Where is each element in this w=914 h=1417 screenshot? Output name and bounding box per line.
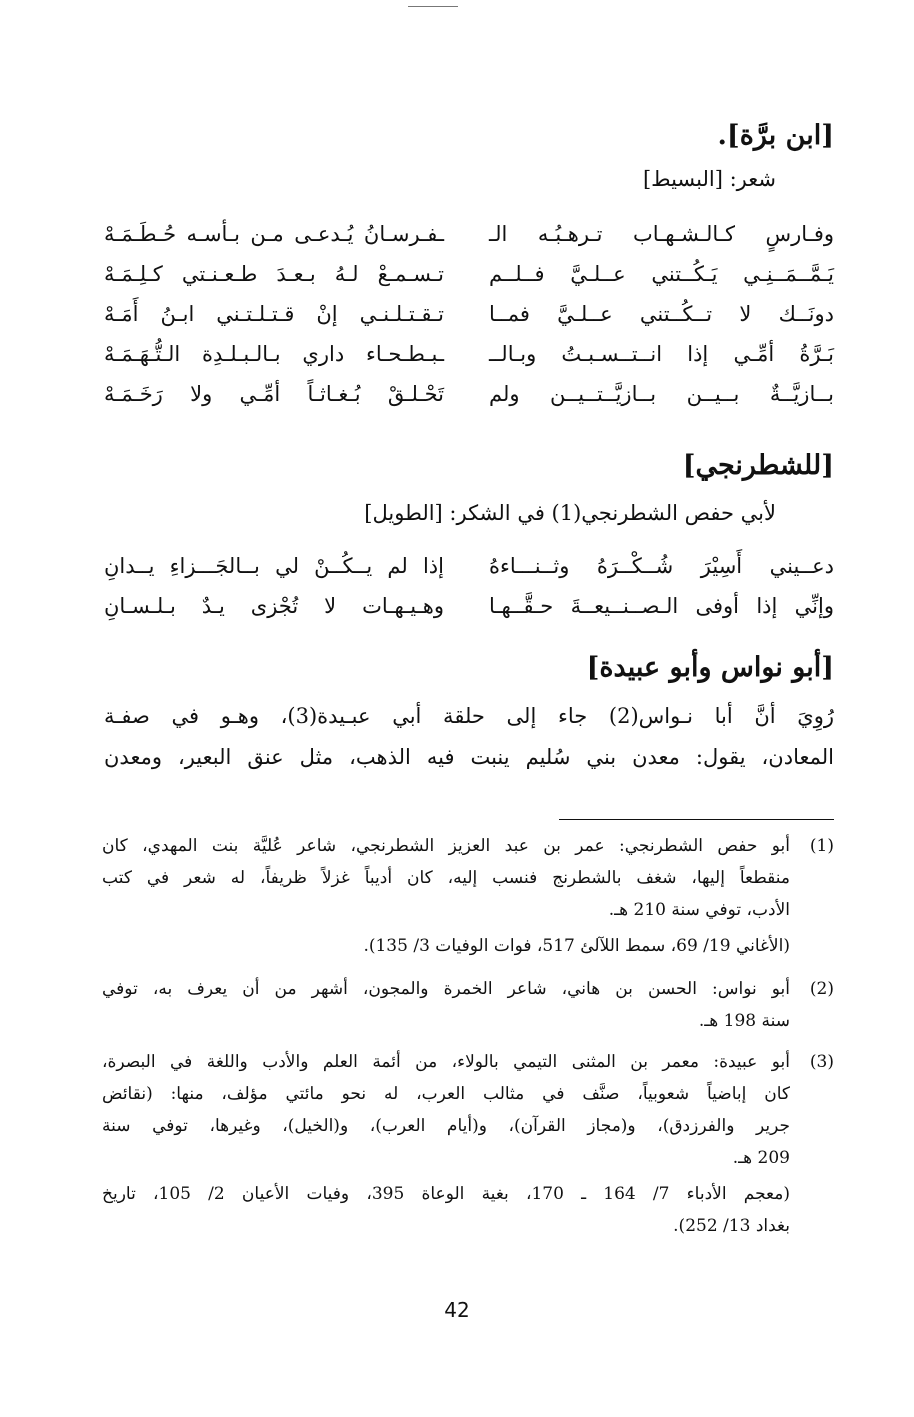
prose-line: المعادن، يقول: معدن بني سُليم ينبت فيه الذهب، مثل عنق البعير، ومعدن [104,745,834,769]
verse-hemistich-left: ـفـرسـانُ يُـدعـى مـن بـأسـه حُـطَـمَـهْ [104,222,444,246]
verse-hemistich-left: إذا لم يــكُــنْ لي بــالجَـــزاءِ يــدانِ [104,554,444,578]
footnote-text [102,973,790,1037]
poem-meter-label: شعر: [البسيط] [642,167,776,191]
footnote-line: جرير والفرزدق)، و(مجاز القرآن)، و(أيام العرب)، و(الخيل)، وغيرها، توفي سنة [102,1116,790,1136]
footnote-number: (1) [809,836,834,856]
prose-paragraph [104,696,834,778]
section-heading-ibn-barra: [ابن برَّة]. [717,120,834,151]
verse-hemistich-left: وهـيـهـات لا تُجْزى يـدٌ بـلـسـانِ [104,594,444,618]
verse-hemistich-right: وإنِّي إذا أوفى الـصــنــيعــةَ حـقَّــهـا [489,594,834,618]
footnote-line: سنة 198 هـ. [698,1011,790,1031]
footnote-3 [102,1046,834,1242]
footnote-line: الأدب، توفي سنة 210 هـ. [608,900,790,920]
verse-hemistich-right: دونَــك لا تــكُــتني عــلـيَّ فمــا [489,302,834,326]
poem-attribution: لأبي حفص الشطرنجي(1) في الشكر: [الطويل] [364,501,776,525]
footnote-source-line: (معجم الأدباء 7/ 164 ـ 170، بغية الوعاة 395، وفيات الأعيان 2/ 105، تاريخ [102,1184,790,1204]
footnote-source [102,1178,790,1242]
verse-hemistich-right: بَـرَّةُ أمِّـي إذا انــتــسـبـتُ وبـالــ [489,342,834,366]
page-number: 42 [444,1298,470,1322]
footnote-text [102,830,790,926]
footnote-2 [102,973,834,1037]
verse-hemistich-right: يَـمَّــمَــنِـي يَـكُــتني عــلـيَّ فــلــم [489,262,834,286]
footnote-line: أبو عبيدة: معمر بن المثنى التيمي بالولاء، من أئمة العلم والأدب واللغة في البصرة، [102,1052,790,1072]
footnote-line: كان إباضياً شعوبياً، صنَّف في مثالب العرب، له نحو مائتي مؤلف، منها: (نقائض [102,1084,790,1104]
footnote-text [102,1046,790,1174]
footnote-source [102,930,790,962]
footnote-line: أبو نواس: الحسن بن هاني، شاعر الخمرة والمجون، أشهر من أن يعرف به، توفي [102,979,790,999]
footnote-number: (3) [809,1052,834,1072]
verse-hemistich-left: تَحْـلـقْ بُـغـاثـاً أمِّـي ولا رَخَـمَـهْ [104,382,444,406]
footnote-line: 209 هـ. [732,1148,790,1168]
footnote-number: (2) [809,979,834,999]
footnote-line: أبو حفص الشطرنجي: عمر بن عبد العزيز الشطرنجي، شاعر عُليَّة بنت المهدي، كان [102,836,790,856]
section-heading-shatranji: [للشطرنجي] [682,450,834,481]
prose-line: رُوِيَ أنَّ أبا نـواس(2) جاء إلى حلقة أبي عبـيدة(3)، وهـو في صفـة [104,704,834,728]
footnote-line: منقطعاً إليها، شغف بالشطرنج فنسب إليه، كان أديباً غزلاً ظريفاً، له شعر في كتب [102,868,790,888]
section-heading-abu-nuwas: [أبو نواس وأبو عبيدة] [586,652,834,683]
verse-hemistich-left: ـبـطـحـاء داري بـالـبـلـدِة الـتُّـهَـمَـهْ [104,342,444,366]
footnote-source-line: بغداد 13/ 252). [673,1216,790,1236]
footnote-separator [559,819,834,820]
verse-hemistich-left: تـقـتـلـنـي إنْ قـتـلـتـني ابـنُ أَمَـهْ [104,302,444,326]
footnote-source-line: (الأغاني 19/ 69، سمط اللآلئ 517، فوات الوفيات 3/ 135). [363,936,790,956]
footnote-1 [102,830,834,962]
verse-hemistich-right: وفـارسٍ كـالـشـهـاب تـرهـبُـه الـ [489,222,834,246]
verse-hemistich-right: بــازيَّــةٌ بــيــن بــازيَّــتــيــن ولم [489,382,834,406]
verse-hemistich-left: تـسـمـعْ لـهُ بـعـدَ طـعـنـتي كـلِـمَـهْ [104,262,444,286]
verse-hemistich-right: دعــيني أَسِيْرَ شُــكْــرَهُ وثــنـــاءهُ [489,554,834,578]
